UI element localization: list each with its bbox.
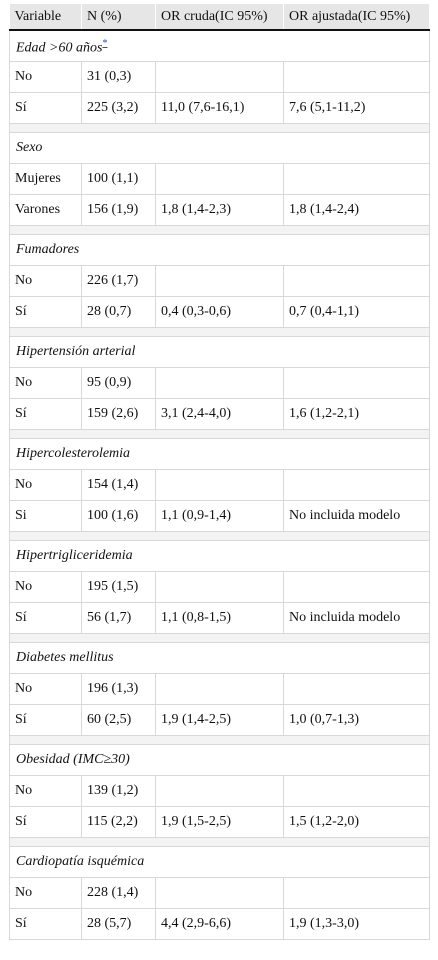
spacer-cell: [10, 124, 430, 133]
cell-or-crude: 1,9 (1,4-2,5): [156, 705, 284, 736]
cell-or-crude: [156, 776, 284, 807]
cell-or-crude: [156, 572, 284, 603]
cell-or-crude: [156, 470, 284, 501]
section-row: [10, 30, 430, 62]
cell-or-crude: [156, 878, 284, 909]
cell-or-crude: 1,1 (0,8-1,5): [156, 603, 284, 634]
spacer-cell: [10, 838, 430, 847]
cell-category: No: [10, 674, 82, 705]
section-title-cell: [10, 133, 430, 164]
spacer-cell: [10, 532, 430, 541]
table-row: [10, 501, 430, 532]
section-title: Hipercolesterolemia: [16, 446, 131, 461]
cell-or-adjusted: [284, 674, 430, 705]
section-title: Edad >60 años: [16, 40, 103, 56]
cell-n-percent: 156 (1,9): [82, 195, 156, 226]
cell-n-percent: 115 (2,2): [82, 807, 156, 838]
cell-category: Varones: [10, 195, 82, 226]
cell-n-percent: 28 (0,7): [82, 297, 156, 328]
section-row: [10, 745, 430, 776]
table-row: [10, 368, 430, 399]
cell-or-crude: [156, 62, 284, 93]
cell-category: Sí: [10, 807, 82, 838]
cell-or-adjusted: [284, 164, 430, 195]
cell-or-adjusted: 1,8 (1,4-2,4): [284, 195, 430, 226]
section-title-cell: [10, 847, 430, 878]
cell-category: Sí: [10, 297, 82, 328]
cell-n-percent: 139 (1,2): [82, 776, 156, 807]
table-row: [10, 93, 430, 124]
section-row: [10, 337, 430, 368]
cell-or-adjusted: [284, 368, 430, 399]
table-row: [10, 909, 430, 940]
cell-n-percent: 28 (5,7): [82, 909, 156, 940]
table-row: [10, 705, 430, 736]
cell-category: Mujeres: [10, 164, 82, 195]
section-row: [10, 643, 430, 674]
spacer-cell: [10, 226, 430, 235]
cell-n-percent: 225 (3,2): [82, 93, 156, 124]
section-title-cell: [10, 643, 430, 674]
section-spacer: [10, 736, 430, 745]
header-or-adjusted: OR ajustada(IC 95%): [284, 4, 430, 30]
cell-n-percent: 100 (1,6): [82, 501, 156, 532]
cell-or-adjusted: [284, 470, 430, 501]
section-title-cell: [10, 439, 430, 470]
section-row: [10, 847, 430, 878]
cell-n-percent: 95 (0,9): [82, 368, 156, 399]
section-title: Cardiopatía isquémica: [16, 854, 145, 869]
section-title-cell: [10, 30, 430, 62]
table-row: [10, 776, 430, 807]
footnote-link[interactable]: *: [102, 37, 108, 49]
table-row: [10, 603, 430, 634]
table-row: [10, 297, 430, 328]
table-row: [10, 164, 430, 195]
spacer-cell: [10, 634, 430, 643]
cell-category: Sí: [10, 399, 82, 430]
cell-category: Si: [10, 501, 82, 532]
cell-or-crude: [156, 368, 284, 399]
cell-or-crude: [156, 674, 284, 705]
cell-or-adjusted: No incluida modelo: [284, 603, 430, 634]
table-row: [10, 470, 430, 501]
cell-n-percent: 228 (1,4): [82, 878, 156, 909]
cell-n-percent: 195 (1,5): [82, 572, 156, 603]
cell-or-crude: [156, 164, 284, 195]
header-variable: Variable: [10, 4, 82, 30]
table-row: [10, 195, 430, 226]
section-spacer: [10, 328, 430, 337]
table-row: [10, 572, 430, 603]
cell-or-adjusted: 0,7 (0,4-1,1): [284, 297, 430, 328]
section-title: Hipertensión arterial: [16, 344, 136, 359]
section-row: [10, 133, 430, 164]
section-title: Fumadores: [16, 242, 80, 257]
cell-or-crude: [156, 266, 284, 297]
cell-or-adjusted: 1,6 (1,2-2,1): [284, 399, 430, 430]
spacer-cell: [10, 430, 430, 439]
table-row: [10, 878, 430, 909]
section-spacer: [10, 838, 430, 847]
cell-category: No: [10, 266, 82, 297]
cell-or-crude: 1,9 (1,5-2,5): [156, 807, 284, 838]
table-row: [10, 266, 430, 297]
cell-category: No: [10, 572, 82, 603]
cell-or-crude: 0,4 (0,3-0,6): [156, 297, 284, 328]
header-or-crude: OR cruda(IC 95%): [156, 4, 284, 30]
section-title: Obesidad (IMC≥30): [16, 752, 130, 767]
section-row: [10, 541, 430, 572]
spacer-cell: [10, 736, 430, 745]
cell-or-adjusted: No incluida modelo: [284, 501, 430, 532]
table-row: [10, 807, 430, 838]
header-n-percent: N (%): [82, 4, 156, 30]
cell-or-adjusted: [284, 266, 430, 297]
section-spacer: [10, 430, 430, 439]
section-row: [10, 439, 430, 470]
odds-ratio-table: [9, 4, 430, 940]
section-spacer: [10, 226, 430, 235]
cell-n-percent: 60 (2,5): [82, 705, 156, 736]
cell-or-crude: 3,1 (2,4-4,0): [156, 399, 284, 430]
section-title-cell: [10, 337, 430, 368]
cell-or-adjusted: [284, 776, 430, 807]
cell-category: No: [10, 776, 82, 807]
section-spacer: [10, 124, 430, 133]
section-title-cell: [10, 541, 430, 572]
section-spacer: [10, 634, 430, 643]
cell-n-percent: 100 (1,1): [82, 164, 156, 195]
cell-or-adjusted: 1,9 (1,3-3,0): [284, 909, 430, 940]
cell-or-crude: 11,0 (7,6-16,1): [156, 93, 284, 124]
section-title-cell: [10, 235, 430, 266]
cell-or-adjusted: 7,6 (5,1-11,2): [284, 93, 430, 124]
cell-n-percent: 154 (1,4): [82, 470, 156, 501]
section-title: Hipertrigliceridemia: [16, 548, 133, 563]
cell-category: No: [10, 470, 82, 501]
section-row: [10, 235, 430, 266]
cell-or-adjusted: 1,0 (0,7-1,3): [284, 705, 430, 736]
cell-category: No: [10, 62, 82, 93]
cell-n-percent: 31 (0,3): [82, 62, 156, 93]
section-title: Diabetes mellitus: [16, 650, 114, 665]
cell-or-adjusted: [284, 878, 430, 909]
cell-n-percent: 196 (1,3): [82, 674, 156, 705]
table-header: [10, 4, 430, 30]
cell-category: Sí: [10, 93, 82, 124]
cell-n-percent: 226 (1,7): [82, 266, 156, 297]
cell-or-crude: 1,1 (0,9-1,4): [156, 501, 284, 532]
cell-or-adjusted: [284, 62, 430, 93]
cell-category: Sí: [10, 603, 82, 634]
table-row: [10, 674, 430, 705]
section-title: Sexo: [16, 140, 43, 155]
cell-category: Sí: [10, 705, 82, 736]
cell-category: No: [10, 878, 82, 909]
section-title-cell: [10, 745, 430, 776]
table-row: [10, 62, 430, 93]
spacer-cell: [10, 328, 430, 337]
cell-n-percent: 159 (2,6): [82, 399, 156, 430]
table-container: [9, 4, 429, 940]
cell-or-crude: 4,4 (2,9-6,6): [156, 909, 284, 940]
table-row: [10, 399, 430, 430]
cell-category: No: [10, 368, 82, 399]
cell-category: Sí: [10, 909, 82, 940]
cell-or-crude: 1,8 (1,4-2,3): [156, 195, 284, 226]
header-row: [10, 4, 430, 30]
cell-or-adjusted: 1,5 (1,2-2,0): [284, 807, 430, 838]
table-body: [10, 30, 430, 940]
cell-or-adjusted: [284, 572, 430, 603]
section-spacer: [10, 532, 430, 541]
cell-n-percent: 56 (1,7): [82, 603, 156, 634]
